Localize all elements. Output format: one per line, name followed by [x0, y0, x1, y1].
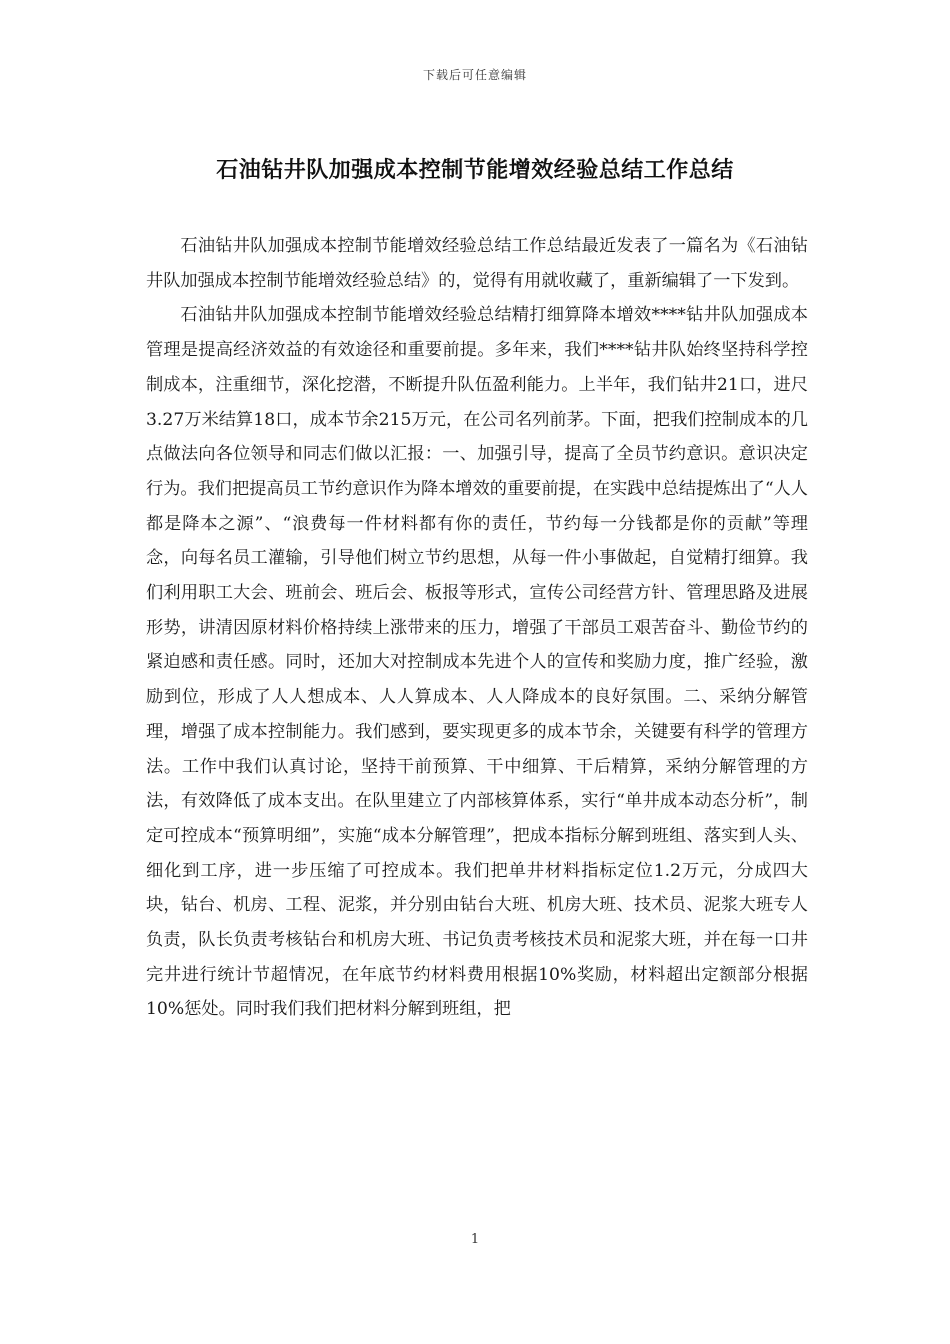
body-paragraph: 石油钻井队加强成本控制节能增效经验总结工作总结最近发表了一篇名为《石油钻井队加强成本控制节能增效经验总结》的，觉得有用就收藏了，重新编辑了一下发到。	[146, 236, 808, 291]
document-title: 石油钻井队加强成本控制节能增效经验总结工作总结	[216, 158, 734, 183]
document-body	[146, 229, 808, 1027]
body-paragraph: 石油钻井队加强成本控制节能增效经验总结精打细算降本增效****钻井队加强成本管理是提高经济效益的有效途径和重要前提。多年来，我们****钻井队始终坚持科学控制成本，注重细节，深化挖潜，不断提升队伍盈利能力。上半年，我们钻井21口，进尺3.27万米结算18口，成本节余215万元，在公司名列前茅。下面，把我们控制成本的几点做法向各位领导和同志们做以汇报：一、加强引导，提高了全员节约意识。意识决定行为。我们把提高员工节约意识作为降本增效的重要前提，在实践中总结提炼出了“人人都是降本之源”、“浪费每一件材料都有你的责任，节约每一分钱都是你的贡献”等理念，向每名员工灌输，引导他们树立节约思想，从每一件小事做起，自觉精打细算。我们利用职工大会、班前会、班后会、板报等形式，宣传公司经营方针、管理思路及进展形势，讲清因原材料价格持续上涨带来的压力，增强了干部员工艰苦奋斗、勤俭节约的紧迫感和责任感。同时，还加大对控制成本先进个人的宣传和奖励力度，推广经验，激励到位，形成了人人想成本、人人算成本、人人降成本的良好氛围。二、采纳分解管理，增强了成本控制能力。我们感到，要实现更多的成本节余，关键要有科学的管理方法。工作中我们认真讨论，坚持干前预算、干中细算、干后精算，采纳分解管理的方法，有效降低了成本支出。在队里建立了内部核算体系，实行“单井成本动态分析”，制定可控成本“预算明细”，实施“成本分解管理”，把成本指标分解到班组、落实到人头、细化到工序，进一步压缩了可控成本。我们把单井材料指标定位1.2万元，分成四大块，钻台、机房、工程、泥浆，并分别由钻台大班、机房大班、技术员、泥浆大班专人负责，队长负责考核钻台和机房大班、书记负责考核技术员和泥浆大班，并在每一口井完井进行统计节超情况，在年底节约材料费用根据10%奖励，材料超出定额部分根据10%惩处。同时我们我们把材料分解到班组，把	[146, 305, 808, 1020]
page-number: 1	[470, 1232, 480, 1247]
header-note: 下载后可任意编辑	[422, 68, 527, 82]
